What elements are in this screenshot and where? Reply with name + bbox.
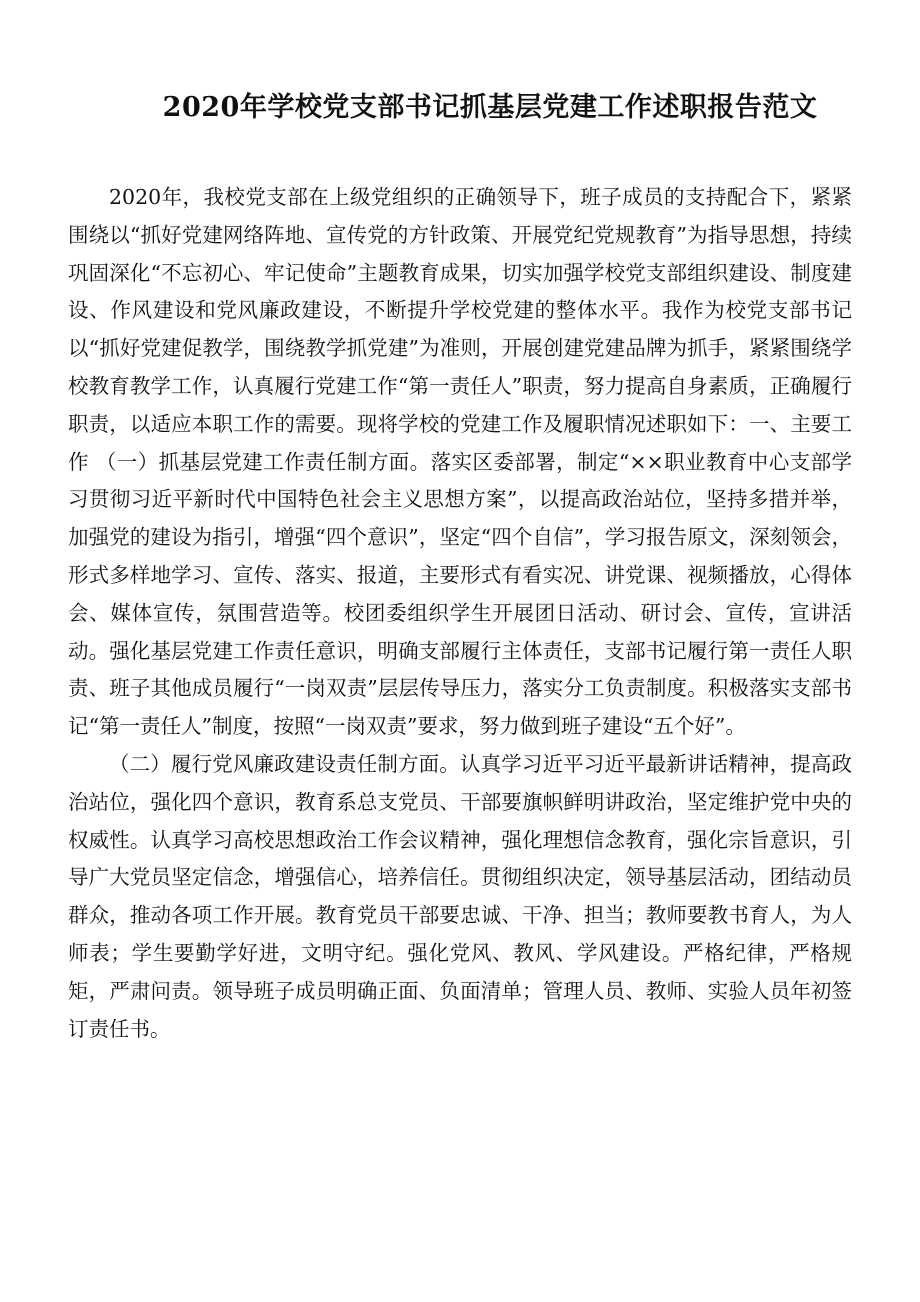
document-body bbox=[68, 179, 852, 1048]
document-title: 2020年学校党支部书记抓基层党建工作述职报告范文 bbox=[162, 92, 818, 123]
paragraph-2: （二）履行党风廉政建设责任制方面。认真学习近平习近平最新讲话精神，提高政治站位，强化四个意识，教育系总支党员、干部要旗帜鲜明讲政治，坚定维护党中央的权威性。认真学习高校思想政治工作会议精神，强化理想信念教育，强化宗旨意识，引导广大党员坚定信念，增强信心，培养信任。贯彻组织决定，领导基层活动，团结动员群众，推动各项工作开展。教育党员干部要忠诚、干净、担当；教师要教书育人，为人师表；学生要勤学好进，文明守纪。强化党风、教风、学风建设。严格纪律，严格规矩，严肃问责。领导班子成员明确正面、负面清单；管理人员、教师、实验人员年初签订责任书。 bbox=[68, 751, 852, 1041]
paragraph-1: 2020年，我校党支部在上级党组织的正确领导下，班子成员的支持配合下，紧紧围绕以“抓好党建网络阵地、宣传党的方针政策、开展党纪党规教育”为指导思想，持续巩固深化“不忘初心、牢记使命”主题教育成果，切实加强学校党支部组织建设、制度建设、作风建设和党风廉政建设，不断提升学校党建的整体水平。我作为校党支部书记以“抓好党建促教学，围绕教学抓党建”为准则，开展创建党建品牌为抓手，紧紧围绕学校教育教学工作，认真履行党建工作“第一责任人”职责，努力提高自身素质，正确履行职责，以适应本职工作的需要。现将学校的党建工作及履职情况述职如下：一、主要工作 （一）抓基层党建工作责任制方面。落实区委部署，制定“××职业教育中心支部学习贯彻习近平新时代中国特色社会主义思想方案”，以提高政治站位，坚持多措并举，加强党的建设为指引，增强“四个意识”，坚定“四个自信”，学习报告原文，深刻领会，形式多样地学习、宣传、落实、报道，主要形式有看实况、讲党课、视频播放，心得体会、媒体宣传，氛围营造等。校团委组织学生开展团日活动、研讨会、宣传，宣讲活动。强化基层党建工作责任意识，明确支部履行主体责任，支部书记履行第一责任人职责、班子其他成员履行“一岗双责”层层传导压力，落实分工负责制度。积极落实支部书记“第一责任人”制度，按照“一岗双责”要求，努力做到班子建设“五个好”。 bbox=[68, 185, 852, 739]
